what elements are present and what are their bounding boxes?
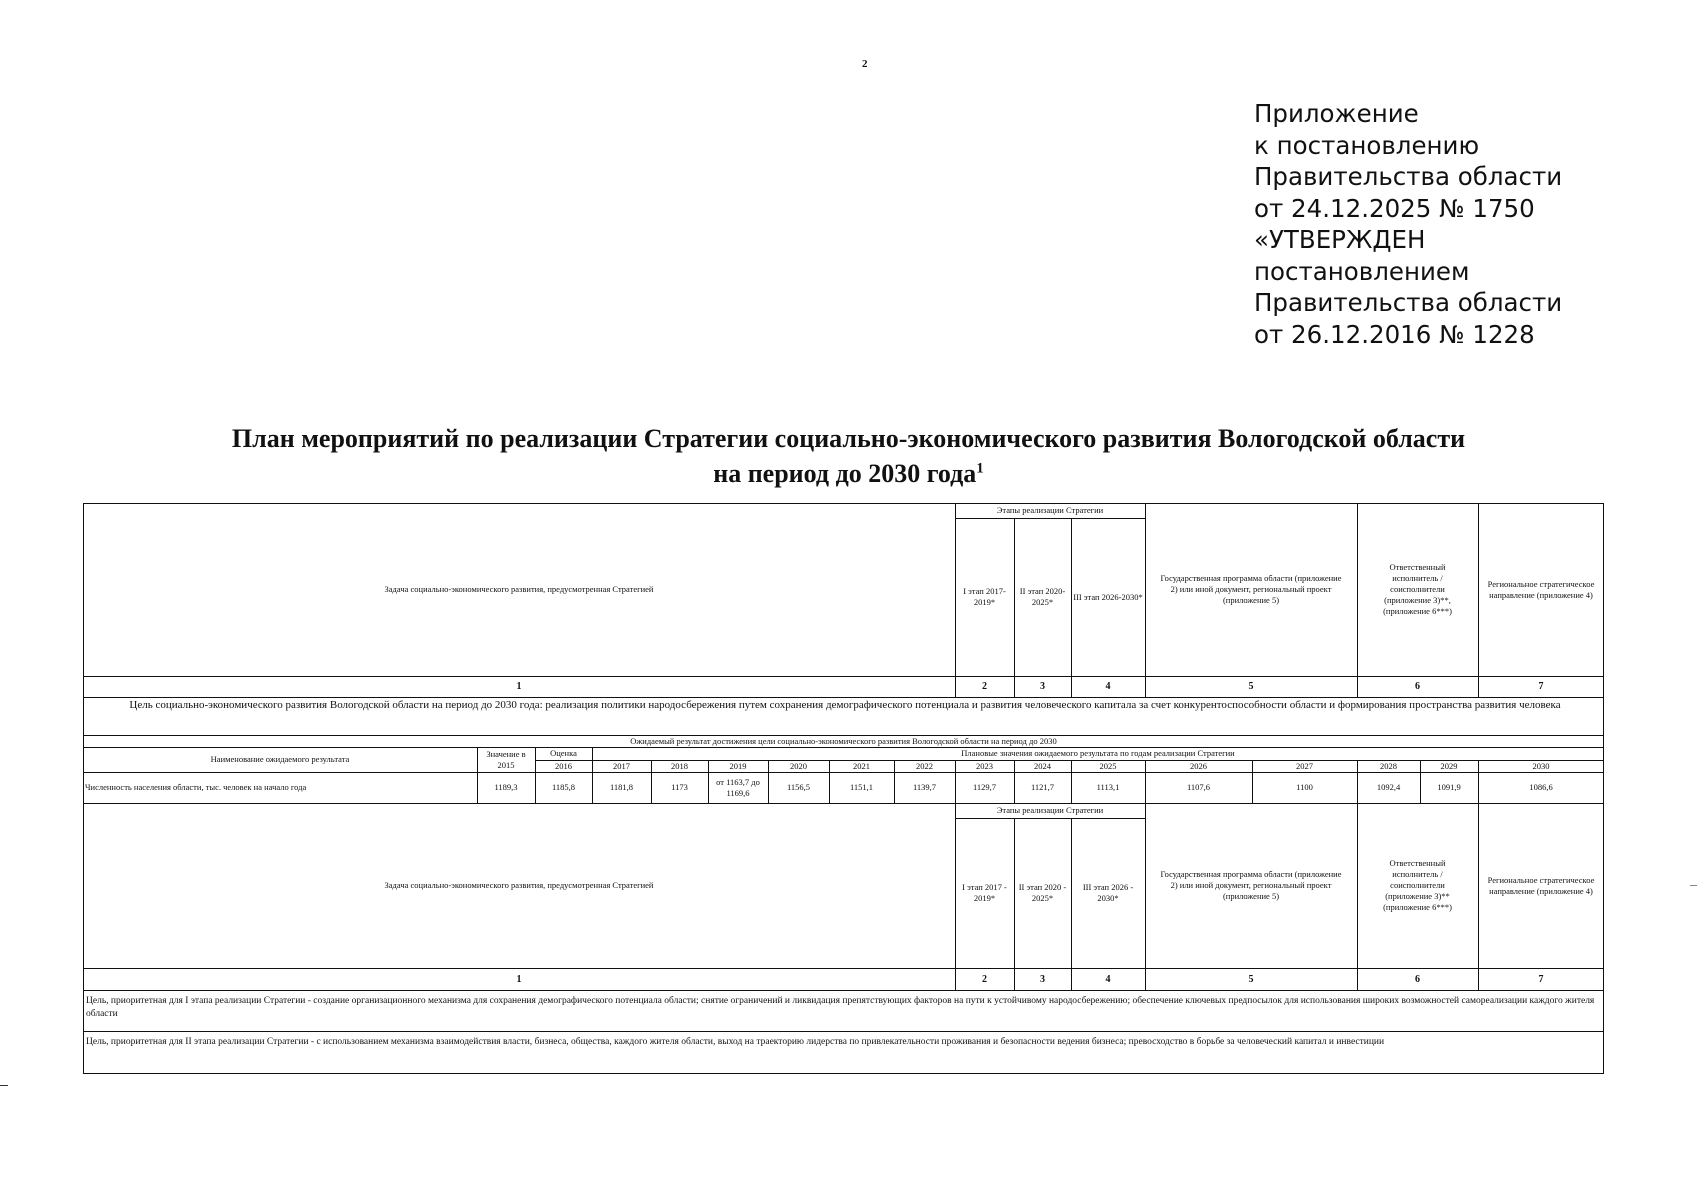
appendix-line: Правительства области: [1254, 288, 1563, 317]
appendix-block: [1254, 98, 1562, 350]
header2-program: Государственная программа области (приложение 2) или иной документ, региональный проект (приложение 5): [1160, 869, 1342, 901]
appendix-line: от 24.12.2025 № 1750: [1254, 193, 1535, 223]
col-number: 6: [1415, 681, 1420, 692]
col-number-2: 4: [1105, 973, 1111, 985]
header-stages-title: Этапы реализации Стратегии: [996, 505, 1104, 515]
year-header: 2026: [1190, 760, 1207, 771]
result-value: 1107,6: [1186, 782, 1211, 792]
header-program: Государственная программа области (приложение 2) или иной документ, региональный проект (приложение 5): [1160, 573, 1342, 605]
result-estimate-header: Оценка: [550, 748, 577, 758]
col-number-2: 5: [1248, 973, 1254, 985]
header-stage2: II этап 2020-2025*: [1019, 586, 1066, 607]
result-value: 1156,5: [786, 782, 811, 792]
result-value: 1091,9: [1437, 782, 1461, 792]
appendix-line: от 26.12.2016 № 1228: [1254, 319, 1535, 349]
result-value: 1092,4: [1376, 782, 1401, 792]
title-line2-text: на период до 2030 года: [713, 459, 977, 488]
header2-responsible: Ответственный исполнитель / соисполнители (приложение 3)** (приложение 6***): [1383, 858, 1452, 912]
goal-stage-1: Цель, приоритетная для I этапа реализации Стратегии - создание организационного механизма для сохранения демографического потенциала области; снятие ограничений и ликвидация препятствующих факторов на пути к устойчивому народосбережению; обеспечение ключевых предпосылок для использования широких возможностей самореализации каждого жителя области: [86, 996, 1595, 1019]
result-value: 1086,6: [1529, 782, 1553, 792]
year-header: 2028: [1380, 760, 1397, 771]
result-value: 1113,1: [1096, 782, 1120, 792]
header-stage1: I этап 2017-2019*: [963, 586, 1006, 607]
year-header: 2019: [729, 760, 747, 771]
result-planned-header: Плановые значения ожидаемого результата по годам реализации Стратегии: [961, 748, 1235, 758]
year-header: 2030: [1532, 760, 1550, 771]
header-direction: Региональное стратегическое направление (приложение 4): [1487, 578, 1595, 600]
result-value: от 1163,7 до 1169,6: [716, 776, 760, 798]
year-header: 2021: [853, 760, 870, 771]
header2-stage2: II этап 2020 - 2025*: [1018, 882, 1067, 903]
goal-stage-2: Цель, приоритетная для II этапа реализации Стратегии - с использованием механизма взаимодействия власти, бизнеса, общества, каждого жителя области, выход на траекторию лидерства по привлекательности проживания и безопасности ведения бизнеса; превосходство в борьбе за человеческий капитал и инвестиции: [86, 1037, 1385, 1047]
result-value: 1100: [1296, 782, 1313, 792]
year-header: 2027: [1296, 760, 1313, 771]
year-header: 2029: [1440, 760, 1458, 771]
col-number: 7: [1538, 681, 1544, 692]
header-task: Задача социально-экономического развития, предусмотренная Стратегией: [384, 584, 654, 594]
col-number-2: 1: [516, 973, 522, 985]
header2-task: Задача социально-экономического развития, предусмотренная Стратегией: [384, 880, 654, 890]
page-number: 2: [862, 58, 868, 70]
header2-stage1: I этап 2017 - 2019*: [962, 882, 1007, 903]
expected-result-title: Ожидаемый результат достижения цели социально-экономического развития Вологодской области на период до 2030: [630, 735, 1057, 746]
col-number: 5: [1248, 681, 1254, 692]
year-header: 2020: [790, 760, 807, 771]
result-2015-header: Значение в 2015: [486, 748, 526, 770]
year-header: 2016: [555, 760, 572, 771]
result-value: 1181,8: [609, 782, 634, 792]
appendix-line: постановлением: [1254, 256, 1470, 286]
strategic-goal: Цель социально-экономического развития Вологодской области на период до 2030 года: реализация политики народосбережения путем сохранения демографического потенциала и развития человеческого капитала за счет конкурентоспособности области и формирования пространства развития человека: [129, 699, 1561, 711]
col-number: 2: [982, 681, 987, 692]
title-footnote: 1: [976, 460, 984, 477]
header2-stages-title: Этапы реализации Стратегии: [996, 805, 1104, 815]
year-header: 2024: [1034, 760, 1051, 771]
result-value: 1173: [671, 782, 688, 792]
year-header: 2022: [916, 760, 933, 771]
appendix-line: Приложение: [1254, 99, 1419, 128]
header2-stage3: III этап 2026 - 2030*: [1082, 882, 1134, 903]
year-header: 2017: [613, 760, 630, 771]
col-number-2: 3: [1040, 973, 1045, 985]
result-name-header: Наименование ожидаемого результата: [210, 754, 350, 764]
col-number: 4: [1105, 681, 1111, 692]
result-value: 1185,8: [551, 782, 576, 792]
appendix-line: Правительства области: [1254, 162, 1563, 191]
year-header: 2025: [1099, 760, 1117, 771]
header2-direction: Региональное стратегическое направление (приложение 4): [1487, 874, 1595, 896]
scan-edge-mark: [1690, 885, 1697, 886]
col-number-2: 7: [1538, 973, 1544, 985]
year-header: 2018: [671, 760, 688, 771]
col-number: 3: [1040, 681, 1045, 692]
result-name: Численность населения области, тыс. человек на начало года: [85, 782, 307, 792]
result-value: 1121,7: [1030, 782, 1055, 792]
document-title-line2: [0, 459, 1697, 489]
result-value: 1189,3: [494, 782, 518, 792]
result-value: 1129,7: [972, 782, 997, 792]
col-number-2: 6: [1415, 973, 1420, 985]
result-value: 1139,7: [912, 782, 937, 792]
result-value: 1151,1: [849, 782, 874, 792]
scan-edge-mark: [0, 1085, 8, 1086]
header-responsible: Ответственный исполнитель / соисполнители (приложение 3)**, (приложение 6***): [1383, 562, 1452, 616]
year-header: 2023: [976, 760, 993, 771]
col-number: 1: [516, 681, 522, 692]
appendix-line: «УТВЕРЖДЕН: [1254, 225, 1426, 254]
document-title: План мероприятий по реализации Стратегии социально-экономического развития Вологодской области: [231, 424, 1466, 453]
header-stage3: III этап 2026-2030*: [1073, 591, 1143, 602]
appendix-line: к постановлению: [1254, 130, 1480, 160]
col-number-2: 2: [982, 973, 987, 985]
